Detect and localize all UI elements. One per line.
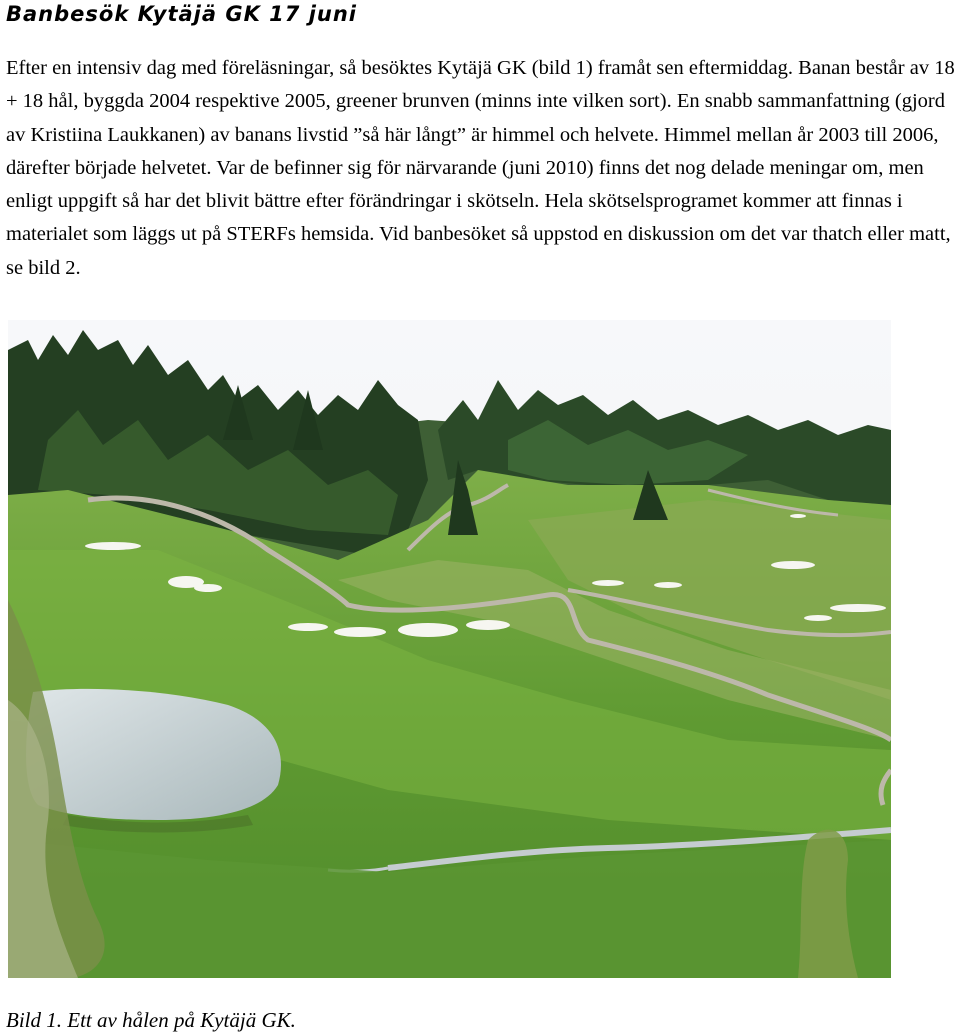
- page-title: Banbesök Kytäjä GK 17 juni: [6, 2, 357, 26]
- body-paragraph: Efter en intensiv dag med föreläsningar, så besöktes Kytäjä GK (bild 1) framåt sen eftermiddag. Banan består av 18 + 18 hål, byggda 2004 respektive 2005, greener brunven (minns inte vilken sort). En snabb sammanfattning (gjord av Kristiina Laukkanen) av banans livstid ”så här långt” är himmel och helvete. Himmel mellan år 2003 till 2006, därefter började helvetet. Var de befinner sig för närvarande (juni 2010) finns det nog delade meningar om, men enligt uppgift så har det blivit bättre efter förändringar i skötseln. Hela skötselsprogramet kommer att finnas i materialet som läggs ut på STERFs hemsida. Vid banbesöket så uppstod en diskussion om det var thatch eller matt, se bild 2.: [6, 57, 955, 279]
- golf-course-illustration: [8, 320, 891, 978]
- figure-caption: Bild 1. Ett av hålen på Kytäjä GK.: [6, 1008, 296, 1032]
- golf-course-photo: [8, 320, 891, 978]
